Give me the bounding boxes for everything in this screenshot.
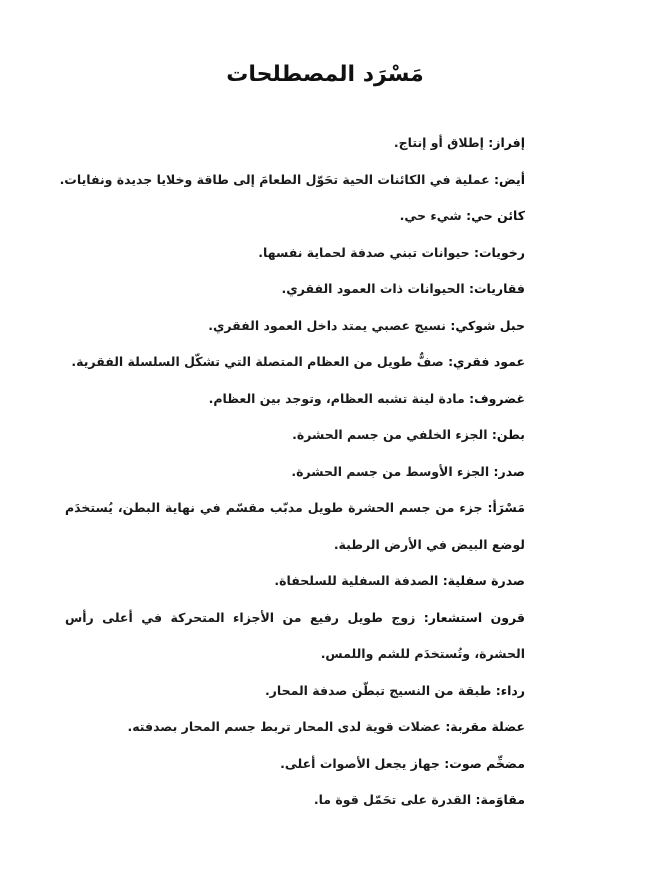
entry-definition: زوج طويل رفيع من الأجزاء المتحركة في أعلى رأس الحشرة، وتُستخدَم للشم واللمس.	[65, 609, 525, 661]
glossary-entry	[65, 417, 525, 454]
entry-term: أيض:	[493, 171, 525, 187]
entry-definition: مادة لينة تشبه العظام، وتوجد بين العظام.	[208, 390, 470, 406]
glossary-entry	[65, 490, 525, 563]
entry-term: رخويات:	[474, 244, 525, 260]
glossary-entry	[65, 746, 525, 783]
glossary-entry	[65, 308, 525, 345]
entry-definition: نسيج عصبي يمتد داخل العمود الفقري.	[208, 317, 451, 333]
entry-term: عضلة مقربة:	[445, 719, 525, 734]
entry-term: عمود فقري:	[448, 354, 525, 369]
entry-term: صدر:	[493, 463, 525, 479]
entry-definition: طبقة من النسيج تبطّن صدفة المحار.	[264, 682, 496, 698]
entry-term: قرون استشعار:	[423, 609, 525, 625]
glossary-entry	[65, 271, 525, 308]
glossary-entry	[65, 454, 525, 491]
entry-term: رداء:	[495, 682, 525, 698]
glossary-entry	[65, 563, 525, 600]
glossary-entry	[65, 235, 525, 272]
glossary-entry	[65, 125, 525, 162]
glossary-entry	[65, 344, 525, 381]
entry-term: بطن:	[491, 427, 525, 442]
entry-definition: جزء من جسم الحشرة طويل مدبّب مقسّم في نهاية البطن، يُستخدَم لوضع البيض في الأرض الرطبة.	[65, 500, 525, 552]
entry-term: غضروف:	[469, 390, 525, 406]
glossary-entry	[65, 709, 525, 746]
entry-definition: الجزء الخلفي من جسم الحشرة.	[292, 427, 492, 442]
entry-term: فقاريات:	[468, 281, 525, 296]
entry-definition: الصدفة السفلية للسلحفاة.	[274, 573, 443, 588]
glossary-entry	[65, 381, 525, 418]
entry-definition: الحيوانات ذات العمود الفقري.	[281, 281, 469, 296]
entry-definition: عضلات قوية لدى المحار تربط جسم المحار بصدفته.	[127, 719, 446, 734]
entry-term: كائن حي:	[466, 208, 525, 223]
entry-definition: القدرة على تحَمّل قوة ما.	[313, 792, 476, 807]
glossary-entry	[59, 162, 525, 199]
entry-definition: الجزء الأوسط من جسم الحشرة.	[291, 463, 494, 479]
entry-term: صدرة سفلية:	[442, 573, 525, 588]
entry-definition: حيوانات تبني صدفة لحماية نفسها.	[258, 244, 474, 260]
glossary-entry	[65, 673, 525, 710]
entry-term: مقاوَمة:	[475, 792, 525, 807]
entry-definition: جهاز يجعل الأصوات أعلى.	[280, 755, 445, 771]
entry-term: إفراز:	[488, 135, 525, 150]
glossary-entry	[65, 198, 525, 235]
page-title: مَسْرَد المصطلحات	[226, 62, 424, 87]
entry-definition: عملية في الكائنات الحية تحَوّل الطعامَ إلى طاقة وخلايا جديدة ونفايات.	[59, 171, 494, 187]
entry-definition: شيء حي.	[399, 208, 467, 223]
entry-term: حبل شوكي:	[450, 317, 525, 333]
entry-definition: صفٌّ طويل من العظام المتصلة التي تشكّل السلسلة الفقرية.	[71, 354, 449, 369]
entry-term: مَسْرَأ:	[487, 500, 525, 515]
entry-definition: إطلاق أو إنتاج.	[393, 135, 489, 150]
glossary-list	[59, 125, 525, 819]
glossary-entry	[65, 782, 525, 819]
entry-term: مضخِّم صوت:	[444, 755, 525, 771]
glossary-entry	[65, 600, 525, 673]
